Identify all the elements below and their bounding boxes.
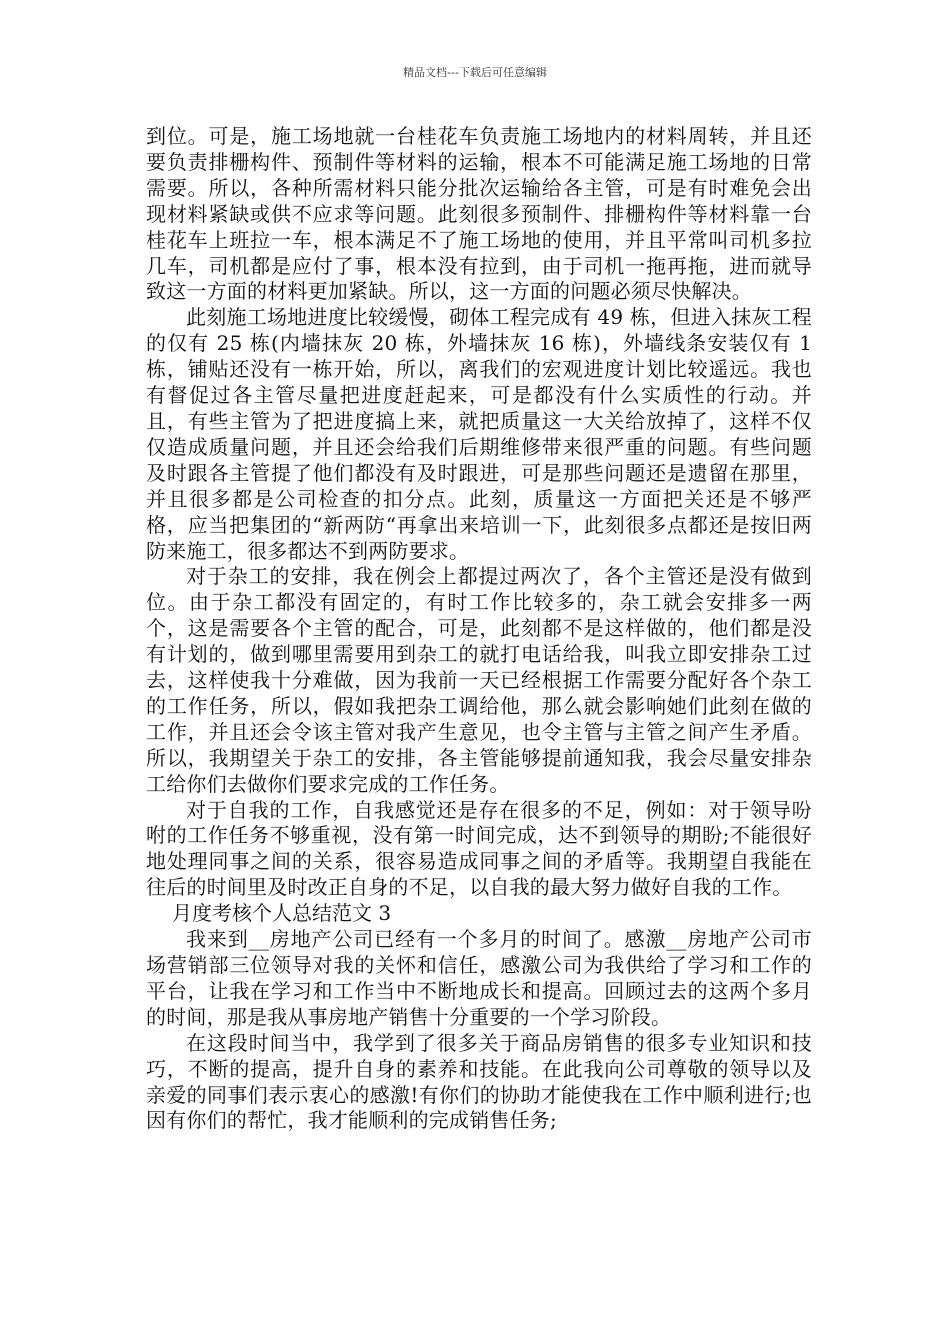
paragraph-gratitude: 在这段时间当中，我学到了很多关于商品房销售的很多专业知识和技巧，不断的提高，提升自身的素养和技能。在此我向公司尊敬的领导以及亲爱的同事们表示衷心的感激!有你们的协助才能使我在工作中顺利进行;也因有你们的帮忙，我才能顺利的完成销售任务; [146, 1030, 812, 1133]
paragraph-laborers: 对于杂工的安排，我在例会上都提过两次了，各个主管还是没有做到位。由于杂工都没有固定的，有时工作比较多的，杂工就会安排多一两个，这是需要各个主管的配合，可是，此刻都不是这样做的，他们都是没有计划的，做到哪里需要用到杂工的就打电话给我，叫我立即安排杂工过去，这样使我十分难做，因为我前一天已经根据工作需要分配好各个杂工的工作任务，所以，假如我把杂工调给他，那么就会影响她们此刻在做的工作，并且还会令该主管对我产生意见，也令主管与主管之间产生矛盾。所以，我期望关于杂工的安排，各主管能够提前通知我，我会尽量安排杂工给你们去做你们要求完成的工作任务。 [146, 564, 812, 796]
document-body [146, 124, 812, 1134]
section-title: 月度考核个人总结范文 3 [172, 901, 392, 926]
paragraph-intro: 我来到__房地产公司已经有一个多月的时间了。感激__房地产公司市场营销部三位领导对我的关怀和信任，感激公司为我供给了学习和工作的平台，让我在学习和工作当中不断地成长和提高。回顾过去的这两个多月的时间，那是我从事房地产销售十分重要的一个学习阶段。 [146, 927, 812, 1029]
paragraph-self-review: 对于自我的工作，自我感觉还是存在很多的不足，例如：对于领导吩咐的工作任务不够重视，没有第一时间完成，达不到领导的期盼;不能很好地处理同事之间的关系，很容易造成同事之间的矛盾等。我期望自我能在往后的时间里及时改正自身的不足，以自我的最大努力做好自我的工作。 [146, 797, 812, 900]
paragraph-materials: 到位。可是，施工场地就一台桂花车负责施工场地内的材料周转，并且还要负责排栅构件、预制件等材料的运输，根本不可能满足施工场地的日常需要。所以，各种所需材料只能分批次运输给各主管，可是有时难免会出现材料紧缺或供不应求等问题。此刻很多预制件、排栅构件等材料靠一台桂花车上班拉一车，根本满足不了施工场地的使用，并且平常叫司机多拉几车，司机都是应付了事，根本没有拉到，由于司机一拖再拖，进而就导致这一方面的材料更加紧缺。所以，这一方面的问题必须尽快解决。 [146, 124, 812, 304]
page-header: 精品文档---下载后可任意编辑 [403, 66, 547, 79]
paragraph-progress: 此刻施工场地进度比较缓慢，砌体工程完成有 49 栋，但进入抹灰工程的仅有 25 栋(内墙抹灰 20 栋，外墙抹灰 16 栋)，外墙线条安装仅有 1 栋，铺贴还没有一栋开始，所以，离我们的宏观进度计划比较遥远。我也有督促过各主管尽量把进度赶起来，可是都没有什么实质性的行动。并且，有些主管为了把进度搞上来，就把质量这一大关给放掉了，这样不仅仅造成质量问题，并且还会给我们后期维修带来很严重的问题。有些问题及时跟各主管提了他们都没有及时跟进，可是那些问题还是遗留在那里，并且很多都是公司检查的扣分点。此刻，质量这一方面把关还是不够严格，应当把集团的“新两防“再拿出来培训一下，此刻很多点都还是按旧两防来施工，很多都达不到两防要求。 [146, 305, 812, 563]
